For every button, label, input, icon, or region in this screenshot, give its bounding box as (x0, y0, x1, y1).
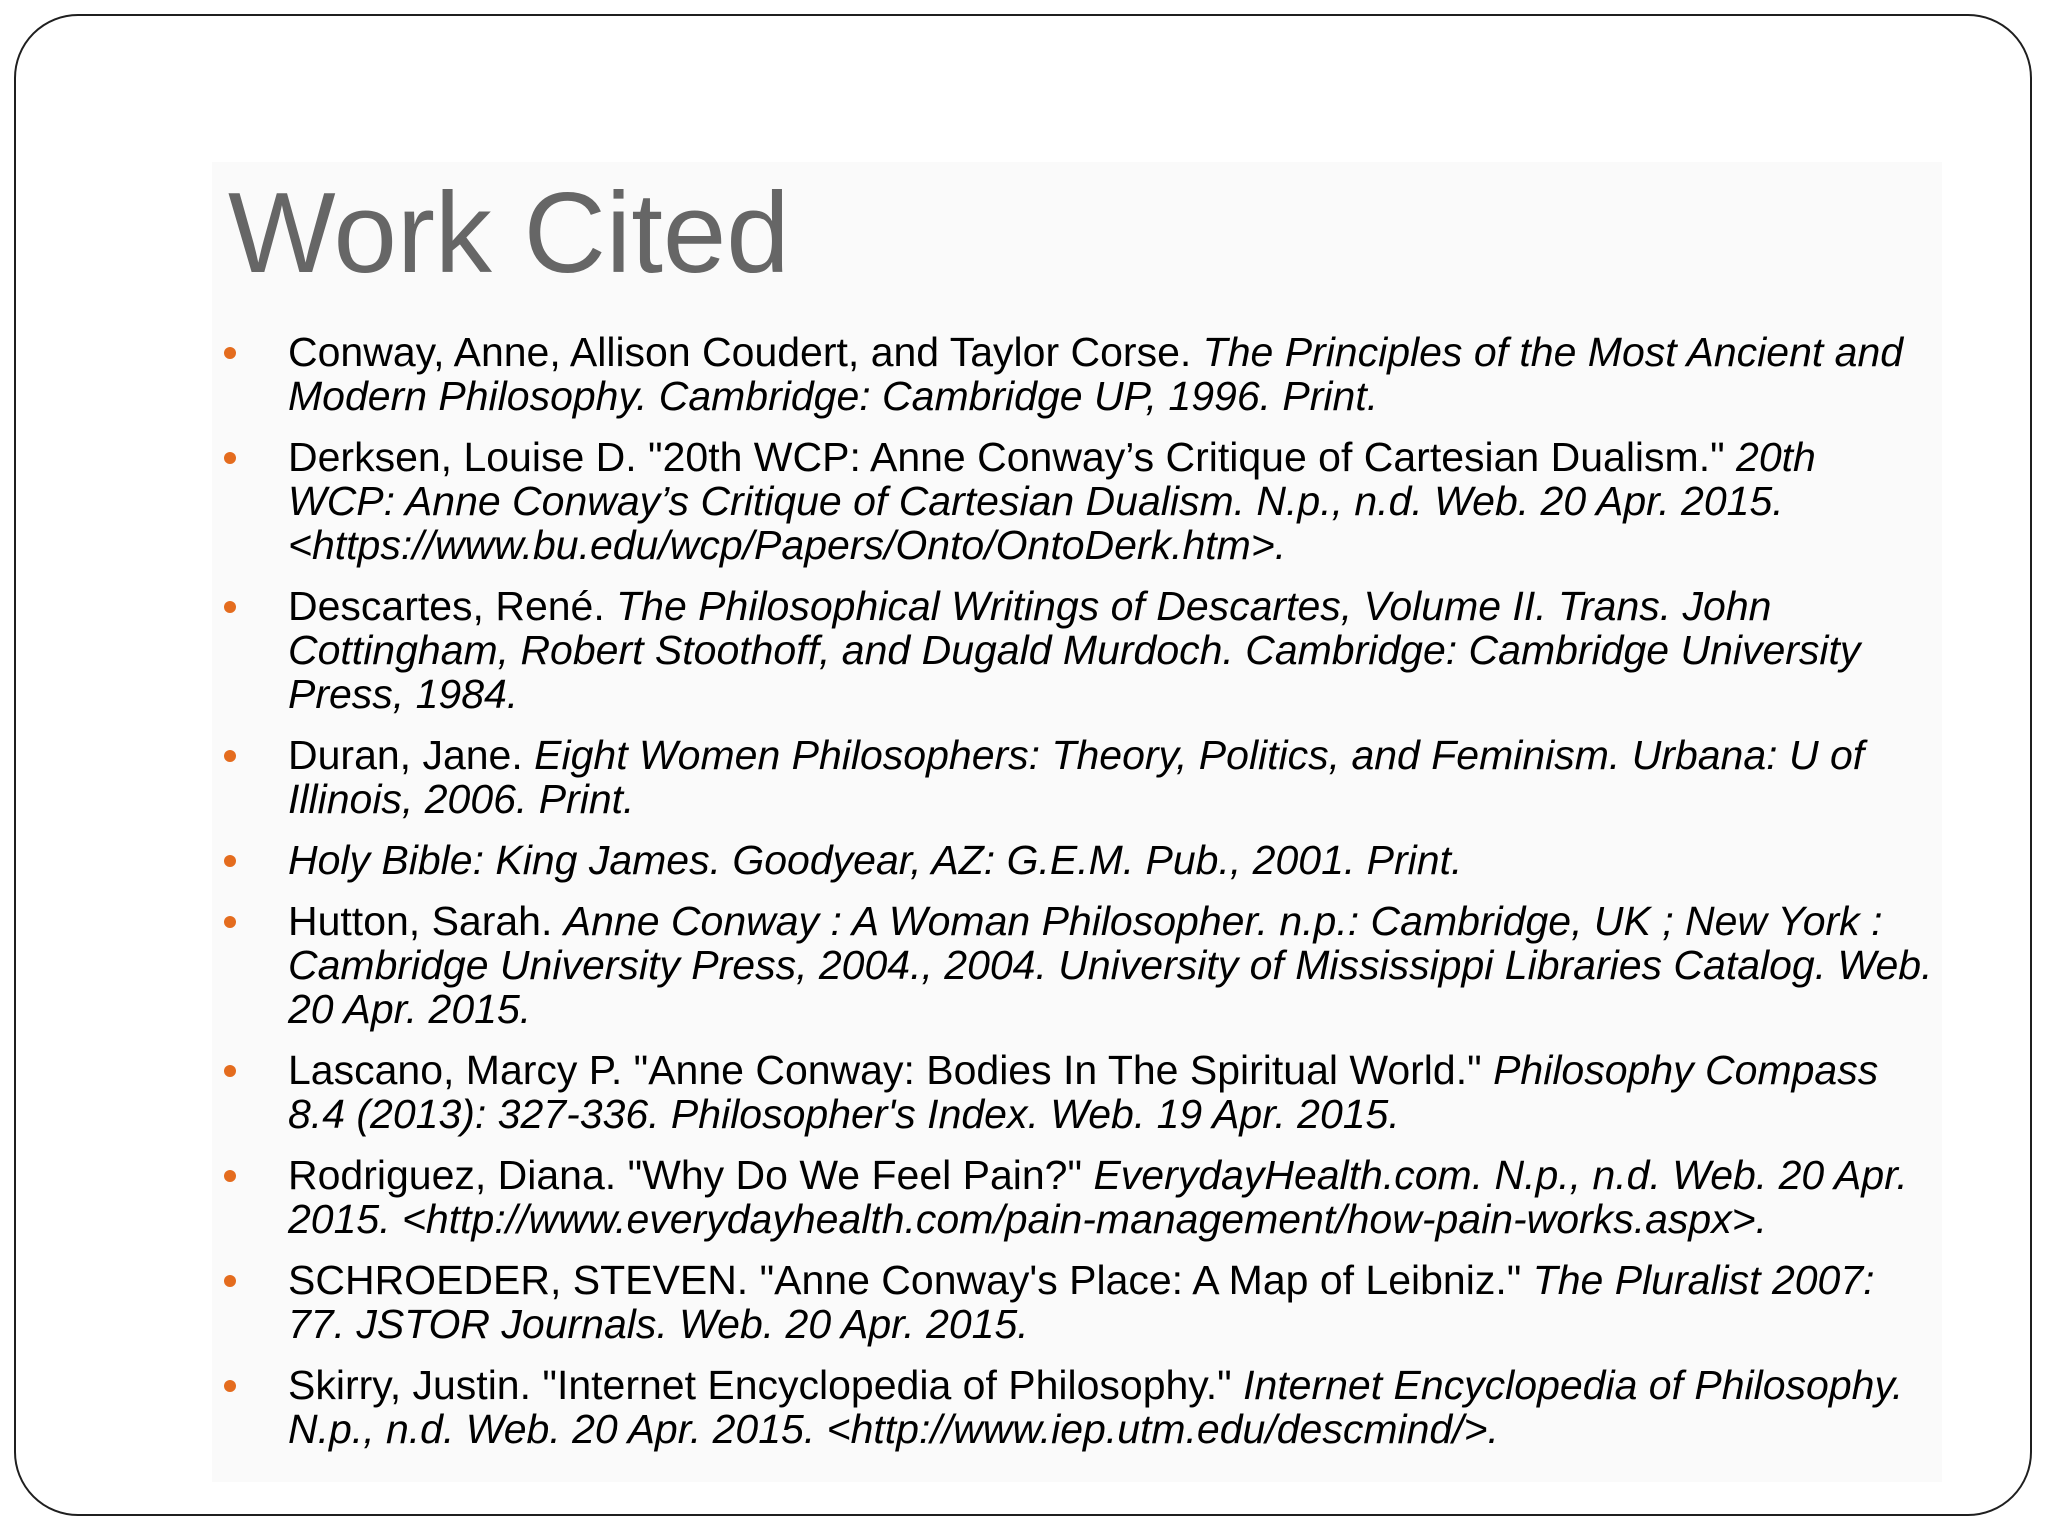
citation-italic-text: Anne Conway : A Woman Philosopher. n.p.: Cambridge, UK ; New York : Cambridge University Press, 2004., 2004. University of Mississippi Libraries Catalog. Web. 20 Apr. 2015. (288, 898, 1933, 1032)
bullet-icon (224, 1275, 236, 1287)
citation-text: Derksen, Louise D. "20th WCP: Anne Conway’s Critique of Cartesian Dualism." (288, 434, 1737, 480)
citation-italic-text: EverydayHealth.com. N.p., n.d. Web. 20 Apr. 2015. <http://www.everydayhealth.com/pain-management/how-pain-works.aspx>. (288, 1152, 1908, 1242)
citation-descartes (214, 584, 1934, 716)
slide-title: Work Cited (228, 170, 790, 297)
citation-list (214, 330, 1934, 1468)
bullet-icon (224, 1170, 236, 1182)
citation-text: Lascano, Marcy P. "Anne Conway: Bodies In The Spiritual World." (288, 1047, 1494, 1093)
bullet-icon (224, 601, 236, 613)
citation-italic-text: Internet Encyclopedia of Philosophy. N.p., n.d. Web. 20 Apr. 2015. <http://www.iep.utm.edu/descmind/>. (288, 1362, 1904, 1452)
citation-skirry (214, 1363, 1934, 1451)
citation-hutton (214, 899, 1934, 1031)
citation-text: Conway, Anne, Allison Coudert, and Taylor Corse. (288, 329, 1203, 375)
citation-text: SCHROEDER, STEVEN. "Anne Conway's Place: A Map of Leibniz." (288, 1257, 1533, 1303)
bullet-icon (224, 855, 236, 867)
citation-conway (214, 330, 1934, 418)
citation-italic-text: Eight Women Philosophers: Theory, Politics, and Feminism. Urbana: U of Illinois, 2006. Print. (288, 732, 1865, 822)
bullet-icon (224, 1065, 236, 1077)
citation-italic-text: The Philosophical Writings of Descartes, Volume II. Trans. John Cottingham, Robert Stoothoff, and Dugald Murdoch. Cambridge: Cambridge University Press, 1984. (288, 583, 1861, 717)
citation-italic-text: The Principles of the Most Ancient and Modern Philosophy. Cambridge: Cambridge UP, 1996. Print. (288, 329, 1904, 419)
bullet-icon (224, 452, 236, 464)
citation-holy-bible (214, 838, 1934, 882)
citation-italic-text: Holy Bible: King James. Goodyear, AZ: G.E.M. Pub., 2001. Print. (288, 837, 1463, 883)
citation-text: Skirry, Justin. "Internet Encyclopedia of Philosophy." (288, 1362, 1244, 1408)
citation-italic-text: Philosophy Compass 8.4 (2013): 327-336. Philosopher's Index. Web. 19 Apr. 2015. (288, 1047, 1879, 1137)
citation-schroeder (214, 1258, 1934, 1346)
citation-text: Descartes, René. (288, 583, 617, 629)
bullet-icon (224, 1380, 236, 1392)
citation-derksen (214, 435, 1934, 567)
citation-text: Hutton, Sarah. (288, 898, 564, 944)
citation-duran (214, 733, 1934, 821)
citation-lascano (214, 1048, 1934, 1136)
citation-italic-text: The Pluralist 2007: 77. JSTOR Journals. Web. 20 Apr. 2015. (288, 1257, 1875, 1347)
citation-rodriguez (214, 1153, 1934, 1241)
bullet-icon (224, 916, 236, 928)
citation-text: Rodriguez, Diana. "Why Do We Feel Pain?" (288, 1152, 1094, 1198)
citation-text: Duran, Jane. (288, 732, 535, 778)
bullet-icon (224, 347, 236, 359)
citation-italic-text: 20th WCP: Anne Conway’s Critique of Cartesian Dualism. N.p., n.d. Web. 20 Apr. 2015. <https://www.bu.edu/wcp/Papers/Onto/OntoDerk.htm>. (288, 434, 1816, 568)
bullet-icon (224, 750, 236, 762)
